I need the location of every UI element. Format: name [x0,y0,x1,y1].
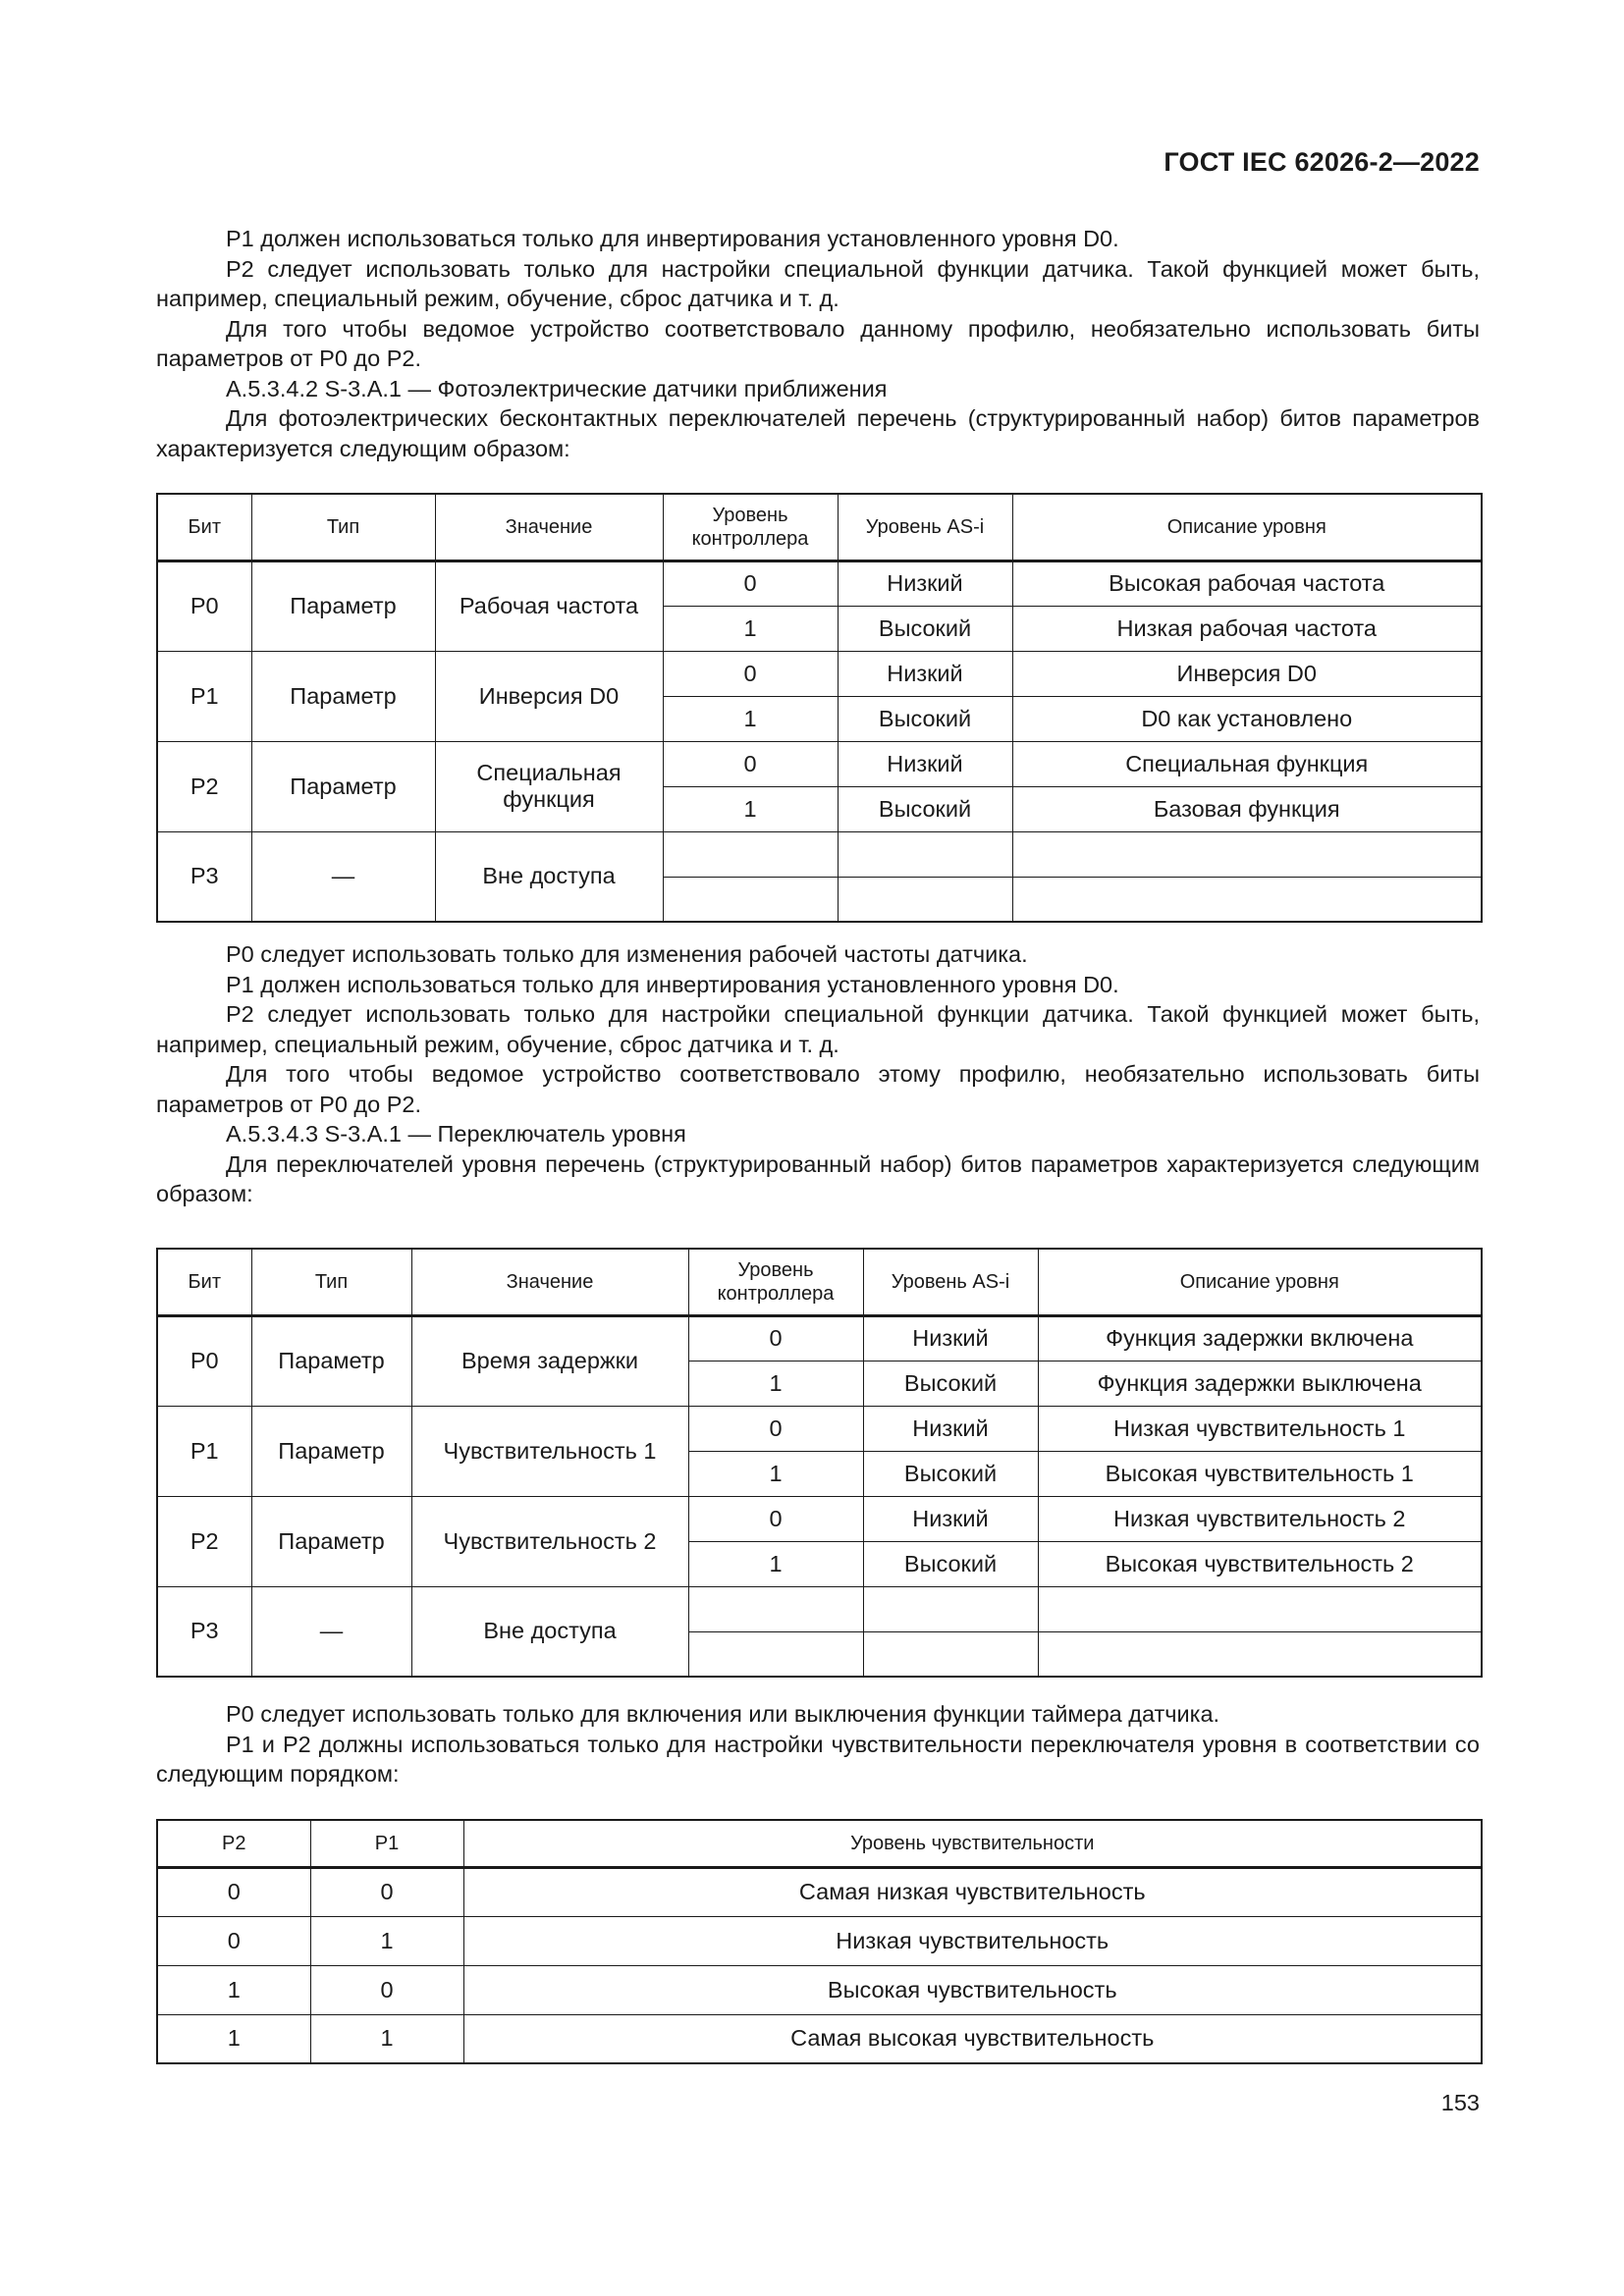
level-description-cell [1038,1631,1482,1677]
level-description-cell: Функция задержки включена [1038,1315,1482,1361]
type-cell: Параметр [251,741,435,831]
level-description-cell: Низкая рабочая частота [1012,606,1482,651]
level-description-cell: Высокая чувствительность 1 [1038,1451,1482,1496]
paragraph: Для переключателей уровня перечень (структурированный набор) битов параметров характеризуется следующим образом: [156,1150,1480,1206]
level-description-cell [1012,877,1482,922]
controller-level-cell [663,877,838,922]
meaning-cell: Время задержки [411,1315,688,1406]
table-row [157,1315,1482,1361]
section-heading: А.5.3.4.2 S-3.A.1 — Фотоэлектрические датчики приближения [226,375,888,401]
bit-cell: P3 [157,1586,251,1677]
paragraph: P1 и P2 должны использоваться только для настройки чувствительности переключателя уровня в соответствии со следующим порядком: [156,1731,1480,1787]
asi-level-cell: Низкий [863,1496,1038,1541]
asi-level-cell: Низкий [838,561,1012,606]
controller-level-cell: 1 [688,1541,863,1586]
meaning-cell: Вне доступа [411,1586,688,1677]
table-row [157,1496,1482,1541]
level-description-cell: Низкая чувствительность 2 [1038,1496,1482,1541]
parameter-bits-table-level-switch [156,1248,1483,1678]
controller-level-cell: 1 [663,606,838,651]
table-header-row [157,1820,1482,1867]
column-header: P1 [310,1820,463,1867]
table-row [157,561,1482,606]
p1-cell: 1 [310,1916,463,1965]
bit-cell: P3 [157,831,251,922]
asi-level-cell: Низкий [863,1315,1038,1361]
table-row [157,831,1482,877]
bit-cell: P1 [157,1406,251,1496]
p2-cell: 0 [157,1916,310,1965]
controller-level-cell: 1 [688,1451,863,1496]
column-header: Уровень AS-i [863,1249,1038,1315]
level-description-cell: Функция задержки выключена [1038,1361,1482,1406]
sensitivity-level-cell: Самая низкая чувствительность [463,1867,1482,1916]
sensitivity-level-cell: Самая высокая чувствительность [463,2014,1482,2063]
paragraph: P1 должен использоваться только для инвертирования установленного уровня D0. [226,971,1119,997]
text-block-2 [156,939,1480,1209]
asi-level-cell: Высокий [838,696,1012,741]
asi-level-cell [838,831,1012,877]
column-header: Уровень контроллера [663,494,838,561]
type-cell: Параметр [251,561,435,651]
column-header: Значение [435,494,663,561]
paragraph: Для того чтобы ведомое устройство соответствовало этому профилю, необязательно использовать биты параметров от P0 до P2. [156,1061,1480,1117]
controller-level-cell [688,1586,863,1631]
p1-cell: 0 [310,1965,463,2014]
meaning-cell: Инверсия D0 [435,651,663,741]
controller-level-cell: 1 [688,1361,863,1406]
parameter-bits-table-photoelectric [156,493,1483,923]
column-header: Описание уровня [1038,1249,1482,1315]
level-description-cell: Базовая функция [1012,786,1482,831]
type-cell: Параметр [251,1315,411,1406]
asi-level-cell: Высокий [863,1361,1038,1406]
controller-level-cell: 0 [663,561,838,606]
paragraph: P2 следует использовать только для настройки специальной функции датчика. Такой функцией может быть, например, специальный режим, обучение, сброс датчика и т. д. [156,255,1480,311]
asi-level-cell [838,877,1012,922]
bit-cell: P1 [157,651,251,741]
meaning-cell: Чувствительность 1 [411,1406,688,1496]
table-row [157,651,1482,696]
asi-level-cell [863,1631,1038,1677]
column-header: Тип [251,494,435,561]
sensitivity-order-table [156,1819,1483,2064]
controller-level-cell [663,831,838,877]
column-header: Уровень контроллера [688,1249,863,1315]
level-description-cell: Высокая рабочая частота [1012,561,1482,606]
paragraph: P0 следует использовать только для изменения рабочей частоты датчика. [226,941,1028,967]
table-row [157,1586,1482,1631]
column-header: P2 [157,1820,310,1867]
table-row [157,1867,1482,1916]
paragraph: P0 следует использовать только для включения или выключения функции таймера датчика. [226,1701,1220,1727]
controller-level-cell: 0 [688,1496,863,1541]
column-header: Уровень чувствительности [463,1820,1482,1867]
paragraph: Для того чтобы ведомое устройство соответствовало данному профилю, необязательно использовать биты параметров от P0 до P2. [156,315,1480,371]
paragraph: P1 должен использоваться только для инвертирования установленного уровня D0. [226,226,1119,251]
asi-level-cell: Высокий [838,606,1012,651]
p1-cell: 1 [310,2014,463,2063]
bit-cell: P0 [157,561,251,651]
meaning-cell: Специальная функция [435,741,663,831]
controller-level-cell: 0 [688,1406,863,1451]
asi-level-cell [863,1586,1038,1631]
level-description-cell: Низкая чувствительность 1 [1038,1406,1482,1451]
column-header: Бит [157,494,251,561]
controller-level-cell: 0 [688,1315,863,1361]
controller-level-cell: 1 [663,786,838,831]
bit-cell: P0 [157,1315,251,1406]
type-cell: Параметр [251,1406,411,1496]
meaning-cell: Рабочая частота [435,561,663,651]
table-row [157,1965,1482,2014]
controller-level-cell: 0 [663,741,838,786]
section-heading: А.5.3.4.3 S-3.A.1 — Переключатель уровня [226,1121,686,1147]
level-description-cell: D0 как установлено [1012,696,1482,741]
asi-level-cell: Высокий [863,1451,1038,1496]
column-header: Значение [411,1249,688,1315]
sensitivity-level-cell: Высокая чувствительность [463,1965,1482,2014]
document-id-header: ГОСТ IEC 62026-2—2022 [1164,147,1480,177]
controller-level-cell [688,1631,863,1677]
type-cell: Параметр [251,1496,411,1586]
level-description-cell: Инверсия D0 [1012,651,1482,696]
asi-level-cell: Низкий [838,741,1012,786]
paragraph: Для фотоэлектрических бесконтактных переключателей перечень (структурированный набор) битов параметров характеризуется следующим образом: [156,405,1480,461]
level-description-cell: Высокая чувствительность 2 [1038,1541,1482,1586]
type-cell: — [251,831,435,922]
controller-level-cell: 1 [663,696,838,741]
p2-cell: 1 [157,2014,310,2063]
column-header: Описание уровня [1012,494,1482,561]
table-row [157,1916,1482,1965]
table-header-row [157,494,1482,561]
p2-cell: 1 [157,1965,310,2014]
level-description-cell [1038,1586,1482,1631]
meaning-cell: Чувствительность 2 [411,1496,688,1586]
level-description-cell: Специальная функция [1012,741,1482,786]
p1-cell: 0 [310,1867,463,1916]
meaning-cell: Вне доступа [435,831,663,922]
type-cell: Параметр [251,651,435,741]
sensitivity-level-cell: Низкая чувствительность [463,1916,1482,1965]
level-description-cell [1012,831,1482,877]
asi-level-cell: Высокий [838,786,1012,831]
table-header-row [157,1249,1482,1315]
table-row [157,1406,1482,1451]
type-cell: — [251,1586,411,1677]
asi-level-cell: Низкий [863,1406,1038,1451]
text-block-1 [156,224,1480,463]
asi-level-cell: Высокий [863,1541,1038,1586]
asi-level-cell: Низкий [838,651,1012,696]
bit-cell: P2 [157,1496,251,1586]
page-number: 153 [1440,2090,1480,2115]
table-row [157,741,1482,786]
paragraph: P2 следует использовать только для настройки специальной функции датчика. Такой функцией может быть, например, специальный режим, обучение, сброс датчика и т. д. [156,1001,1480,1057]
column-header: Тип [251,1249,411,1315]
bit-cell: P2 [157,741,251,831]
table-row [157,2014,1482,2063]
controller-level-cell: 0 [663,651,838,696]
column-header: Бит [157,1249,251,1315]
p2-cell: 0 [157,1867,310,1916]
text-block-3 [156,1699,1480,1789]
column-header: Уровень AS-i [838,494,1012,561]
